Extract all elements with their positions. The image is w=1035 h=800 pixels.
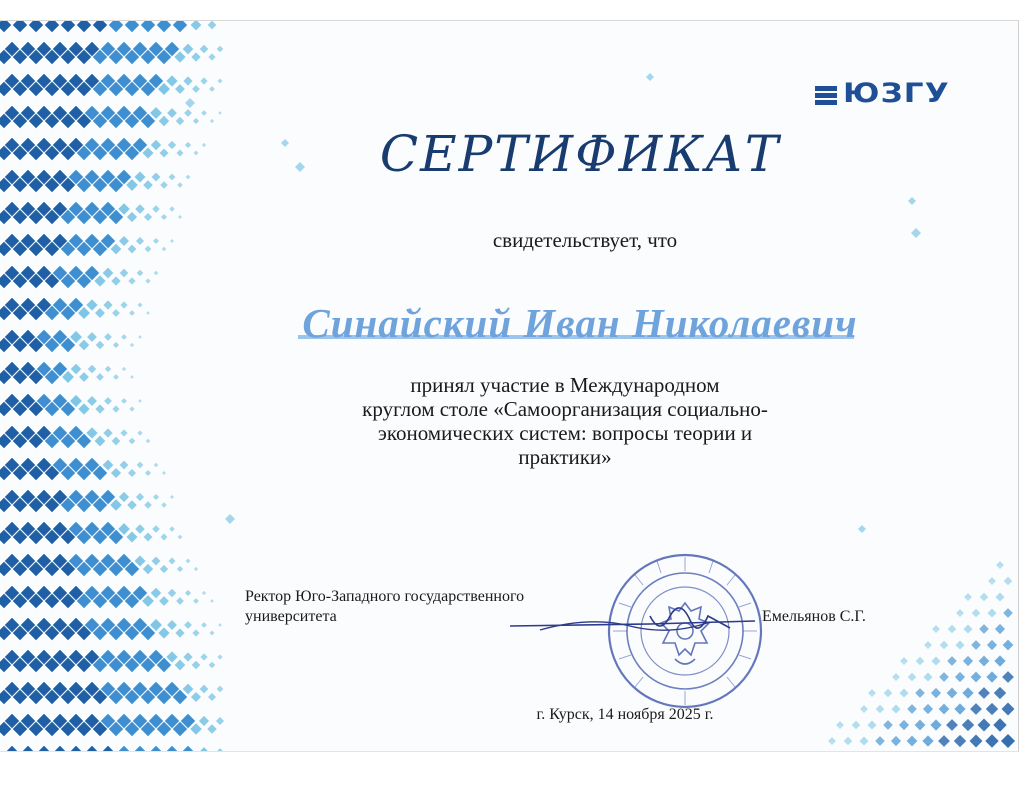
pattern-diamond — [120, 429, 127, 436]
pattern-diamond — [202, 591, 206, 595]
pattern-diamond — [198, 747, 210, 751]
pattern-diamond — [948, 625, 957, 634]
pattern-diamond — [111, 468, 121, 478]
pattern-diamond — [103, 268, 114, 279]
pattern-diamond — [962, 687, 973, 698]
pattern-diamond — [876, 705, 885, 714]
pattern-diamond — [78, 403, 89, 414]
pattern-diamond — [145, 278, 150, 283]
pattern-diamond — [218, 111, 222, 115]
pattern-diamond — [200, 77, 207, 84]
pattern-diamond — [193, 118, 199, 124]
pattern-diamond — [994, 655, 1005, 666]
pattern-diamond — [891, 736, 901, 746]
pattern-diamond — [77, 21, 91, 32]
pattern-diamond — [940, 641, 949, 650]
pattern-diamond — [193, 598, 199, 604]
pattern-diamond — [908, 673, 917, 682]
pattern-diamond — [126, 179, 138, 191]
pattern-diamond — [170, 239, 174, 243]
pattern-diamond — [151, 140, 161, 150]
pattern-diamond — [143, 564, 153, 574]
pattern-diamond — [183, 684, 194, 695]
pattern-diamond — [154, 271, 159, 276]
pattern-diamond — [995, 592, 1004, 601]
pattern-diamond — [215, 748, 225, 751]
pattern-diamond — [939, 704, 950, 715]
pattern-diamond — [168, 141, 176, 149]
pattern-diamond — [167, 620, 177, 630]
pattern-diamond — [69, 746, 83, 751]
pattern-diamond — [112, 437, 121, 446]
pattern-diamond — [127, 212, 137, 222]
pattern-diamond — [911, 228, 921, 238]
pattern-diamond — [892, 673, 900, 681]
pattern-diamond — [96, 373, 104, 381]
place-date: г. Курск, 14 ноября 2025 г. — [536, 706, 714, 723]
pattern-diamond — [907, 704, 917, 714]
pattern-diamond — [867, 720, 876, 729]
pattern-diamond — [183, 44, 194, 55]
pattern-diamond — [95, 436, 106, 447]
pattern-diamond — [996, 561, 1004, 569]
pattern-diamond — [175, 660, 186, 671]
pattern-diamond — [111, 276, 120, 285]
pattern-diamond — [955, 640, 964, 649]
pattern-diamond — [29, 21, 43, 32]
pattern-diamond — [144, 501, 151, 508]
pattern-diamond — [939, 672, 949, 682]
pattern-diamond — [963, 656, 973, 666]
pattern-diamond — [970, 703, 982, 715]
pattern-diamond — [883, 720, 893, 730]
pattern-diamond — [79, 340, 89, 350]
pattern-diamond — [190, 723, 202, 735]
pattern-diamond — [899, 720, 909, 730]
pattern-diamond — [137, 302, 142, 307]
pattern-diamond — [995, 624, 1005, 634]
pattern-diamond — [947, 656, 957, 666]
pattern-diamond — [208, 21, 217, 29]
pattern-diamond — [987, 640, 997, 650]
pattern-diamond — [165, 746, 179, 751]
pattern-diamond — [95, 308, 105, 318]
pattern-diamond — [94, 275, 105, 286]
pattern-diamond — [923, 672, 932, 681]
pattern-diamond — [159, 596, 169, 606]
pattern-diamond — [135, 524, 145, 534]
pattern-diamond — [85, 746, 99, 751]
pattern-diamond — [144, 533, 153, 542]
pattern-diamond — [121, 334, 127, 340]
pattern-diamond — [852, 721, 861, 730]
pattern-diamond — [217, 46, 224, 53]
pattern-diamond — [61, 21, 75, 32]
pattern-diamond — [96, 341, 104, 349]
pattern-diamond — [186, 559, 191, 564]
pattern-diamond — [177, 150, 184, 157]
certificate-title: СЕРТИФИКАТ — [379, 125, 781, 183]
pattern-diamond — [113, 374, 119, 380]
pattern-diamond — [71, 364, 81, 374]
pattern-diamond — [169, 206, 174, 211]
pattern-diamond — [875, 736, 885, 746]
body-line: круглом столе «Самоорганизация социально- — [362, 397, 768, 421]
rector-title-line: Ректор Юго-Западного государственного — [245, 588, 525, 605]
pattern-diamond — [109, 21, 123, 32]
body-line: принял участие в Международном — [410, 373, 720, 397]
pattern-diamond — [70, 395, 82, 407]
pattern-diamond — [986, 703, 998, 715]
pattern-diamond — [217, 78, 222, 83]
pattern-diamond — [145, 470, 151, 476]
pattern-diamond — [152, 173, 161, 182]
pattern-diamond — [105, 366, 111, 372]
pattern-diamond — [161, 502, 166, 507]
pattern-diamond — [923, 704, 933, 714]
pattern-diamond — [1002, 703, 1015, 716]
pattern-diamond — [117, 746, 131, 751]
pattern-diamond — [207, 724, 216, 733]
pattern-diamond — [178, 535, 183, 540]
pattern-diamond — [646, 73, 654, 81]
pattern-diamond — [175, 628, 184, 637]
pattern-diamond — [130, 375, 134, 379]
pattern-diamond — [142, 595, 154, 607]
pattern-diamond — [160, 181, 168, 189]
pattern-diamond — [120, 269, 129, 278]
pattern-diamond — [181, 746, 195, 751]
pattern-diamond — [128, 277, 135, 284]
pattern-diamond — [183, 652, 192, 661]
pattern-diamond — [167, 108, 177, 118]
pattern-diamond — [971, 672, 982, 683]
pattern-diamond — [125, 21, 139, 32]
pattern-diamond — [78, 307, 90, 319]
pattern-diamond — [194, 567, 198, 571]
pattern-diamond — [1003, 608, 1013, 618]
pattern-diamond — [184, 621, 192, 629]
pattern-diamond — [194, 151, 199, 156]
recipient-name: Синайский Иван Николаевич — [302, 300, 858, 346]
pattern-diamond — [138, 399, 142, 403]
pattern-diamond — [868, 689, 876, 697]
pattern-diamond — [146, 439, 151, 444]
pattern-diamond — [168, 589, 176, 597]
pattern-diamond — [121, 398, 127, 404]
pattern-diamond — [86, 427, 97, 438]
pattern-diamond — [947, 688, 958, 699]
pattern-diamond — [900, 657, 908, 665]
pattern-diamond — [192, 629, 199, 636]
pattern-diamond — [979, 624, 989, 634]
pattern-diamond — [980, 593, 989, 602]
pattern-diamond — [170, 495, 174, 499]
body-line: экономических систем: вопросы теории и — [377, 421, 753, 445]
pattern-diamond — [200, 653, 207, 660]
pattern-diamond — [154, 463, 159, 468]
pattern-diamond — [946, 719, 958, 731]
pattern-diamond — [924, 641, 932, 649]
pattern-diamond — [184, 109, 192, 117]
pattern-diamond — [200, 685, 209, 694]
pattern-diamond — [217, 686, 224, 693]
pattern-diamond — [150, 619, 162, 631]
pattern-diamond — [93, 21, 107, 32]
pattern-diamond — [216, 717, 224, 725]
pattern-diamond — [45, 21, 59, 32]
pattern-diamond — [127, 500, 137, 510]
pattern-diamond — [145, 246, 152, 253]
pattern-diamond — [95, 404, 104, 413]
pattern-diamond — [191, 692, 201, 702]
pattern-diamond — [993, 718, 1006, 731]
pattern-diamond — [174, 51, 185, 62]
pattern-diamond — [158, 627, 169, 638]
pattern-diamond — [152, 525, 160, 533]
pattern-diamond — [199, 716, 209, 726]
body-line: практики» — [518, 445, 612, 469]
pattern-diamond — [129, 310, 135, 316]
pattern-diamond — [128, 245, 137, 254]
pattern-diamond — [151, 556, 160, 565]
pattern-diamond — [152, 205, 159, 212]
pattern-diamond — [150, 107, 162, 119]
pattern-diamond — [103, 428, 112, 437]
pattern-diamond — [101, 746, 115, 751]
pattern-diamond — [122, 367, 126, 371]
pattern-diamond — [120, 301, 127, 308]
pattern-diamond — [103, 300, 112, 309]
pattern-diamond — [162, 247, 167, 252]
pattern-diamond — [79, 372, 89, 382]
pattern-diamond — [954, 703, 965, 714]
pattern-diamond — [964, 593, 972, 601]
certificate-body — [340, 373, 790, 469]
pattern-diamond — [176, 117, 184, 125]
pattern-diamond — [177, 182, 182, 187]
pattern-diamond — [183, 76, 192, 85]
pattern-diamond — [201, 622, 207, 628]
pattern-diamond — [142, 147, 153, 158]
pattern-diamond — [836, 721, 844, 729]
pattern-diamond — [120, 461, 129, 470]
pattern-diamond — [149, 746, 163, 751]
pattern-diamond — [153, 494, 159, 500]
pattern-diamond — [161, 214, 167, 220]
pattern-diamond — [915, 688, 925, 698]
pattern-diamond — [159, 116, 169, 126]
pattern-diamond — [138, 335, 142, 339]
pattern-diamond — [157, 21, 171, 32]
pattern-diamond — [186, 175, 191, 180]
pattern-diamond — [144, 213, 152, 221]
rector-title — [245, 587, 565, 627]
pattern-diamond — [891, 704, 900, 713]
pattern-diamond — [112, 405, 119, 412]
pattern-diamond — [86, 299, 97, 310]
pattern-diamond — [137, 430, 142, 435]
pattern-diamond — [931, 688, 941, 698]
pattern-diamond — [104, 397, 112, 405]
pattern-diamond — [955, 672, 965, 682]
pattern-diamond — [209, 86, 215, 92]
pattern-diamond — [62, 371, 74, 383]
pattern-diamond — [191, 21, 202, 30]
pattern-diamond — [860, 705, 868, 713]
pattern-diamond — [103, 460, 114, 471]
pattern-diamond — [915, 720, 926, 731]
pattern-diamond — [884, 689, 893, 698]
pattern-diamond — [209, 630, 214, 635]
pattern-diamond — [110, 499, 122, 511]
pattern-diamond — [200, 45, 209, 54]
pattern-diamond — [962, 719, 974, 731]
pattern-diamond — [954, 735, 966, 747]
pattern-diamond — [113, 342, 119, 348]
pattern-diamond — [151, 588, 161, 598]
pattern-diamond — [135, 172, 146, 183]
pattern-diamond — [162, 471, 166, 475]
pattern-diamond — [979, 656, 990, 667]
pattern-diamond — [218, 623, 222, 627]
pattern-diamond — [987, 608, 996, 617]
pattern-diamond — [930, 719, 941, 730]
pattern-diamond — [963, 624, 972, 633]
pattern-diamond — [192, 85, 200, 93]
pattern-diamond — [137, 270, 144, 277]
pattern-diamond — [858, 525, 866, 533]
pattern-diamond — [176, 597, 184, 605]
pattern-diamond — [988, 577, 996, 585]
pattern-diamond — [160, 149, 169, 158]
pattern-diamond — [994, 687, 1006, 699]
pattern-diamond — [136, 493, 144, 501]
pattern-diamond — [5, 746, 19, 751]
pattern-diamond — [169, 558, 176, 565]
pattern-diamond — [201, 110, 207, 116]
pattern-diamond — [908, 197, 916, 205]
pattern-diamond — [208, 693, 216, 701]
pattern-diamond — [13, 21, 27, 32]
pattern-diamond — [985, 734, 998, 747]
pattern-diamond — [932, 625, 940, 633]
pattern-diamond — [169, 174, 176, 181]
pattern-diamond — [118, 523, 130, 535]
pattern-diamond — [907, 736, 918, 747]
pattern-diamond — [1001, 734, 1015, 748]
pattern-diamond — [978, 719, 991, 732]
pattern-diamond — [158, 83, 170, 95]
pattern-diamond — [160, 565, 168, 573]
pattern-diamond — [178, 215, 182, 219]
pattern-diamond — [956, 609, 964, 617]
pattern-diamond — [141, 21, 155, 32]
pattern-diamond — [143, 180, 153, 190]
pattern-diamond — [137, 462, 144, 469]
pattern-diamond — [177, 566, 183, 572]
pattern-diamond — [87, 396, 97, 406]
pattern-diamond — [111, 244, 122, 255]
pattern-diamond — [931, 656, 940, 665]
pattern-diamond — [217, 654, 222, 659]
pattern-diamond — [104, 333, 112, 341]
pattern-diamond — [88, 365, 96, 373]
university-logo-text: ЮЗГУ — [843, 78, 950, 109]
pattern-diamond — [128, 469, 136, 477]
pattern-diamond — [938, 735, 950, 747]
pattern-diamond — [185, 590, 191, 596]
pattern-diamond — [210, 599, 214, 603]
pattern-diamond — [119, 236, 129, 246]
pattern-diamond — [70, 331, 82, 343]
pattern-diamond — [21, 746, 35, 751]
certificate-sheet — [0, 20, 1019, 752]
pattern-diamond — [191, 52, 200, 61]
pattern-diamond — [129, 438, 136, 445]
certificate-intro: свидетельствует, что — [492, 228, 678, 252]
pattern-diamond — [134, 555, 145, 566]
pattern-diamond — [127, 532, 138, 543]
pattern-diamond — [0, 21, 11, 32]
pattern-diamond — [166, 651, 177, 662]
pattern-diamond — [1002, 671, 1014, 683]
pattern-diamond — [208, 53, 215, 60]
pattern-diamond — [135, 204, 145, 214]
pattern-diamond — [185, 142, 191, 148]
pattern-diamond — [859, 736, 868, 745]
pattern-diamond — [922, 735, 933, 746]
pattern-diamond — [37, 746, 51, 751]
pattern-diamond — [119, 492, 129, 502]
pattern-diamond — [118, 203, 130, 215]
pattern-diamond — [225, 514, 235, 524]
pattern-diamond — [971, 640, 981, 650]
pattern-diamond — [136, 237, 144, 245]
rector-title-line: университета — [245, 608, 337, 625]
pattern-diamond — [153, 238, 159, 244]
pattern-diamond — [146, 311, 150, 315]
pattern-diamond — [185, 98, 195, 108]
pattern-diamond — [970, 735, 983, 748]
pattern-diamond — [161, 534, 168, 541]
pattern-diamond — [169, 526, 174, 531]
pattern-diamond — [192, 661, 201, 670]
pattern-diamond — [899, 688, 908, 697]
pattern-diamond — [828, 737, 836, 745]
signer-name: Емельянов С.Г. — [762, 608, 866, 625]
pattern-diamond — [87, 332, 97, 342]
pattern-diamond — [986, 671, 997, 682]
pattern-diamond — [209, 662, 216, 669]
pattern-diamond — [1003, 640, 1014, 651]
pattern-diamond — [112, 309, 120, 317]
pattern-diamond — [175, 84, 185, 94]
pattern-diamond — [844, 737, 853, 746]
pattern-diamond — [972, 609, 981, 618]
pattern-diamond — [978, 687, 990, 699]
pattern-diamond — [130, 343, 134, 347]
pattern-diamond — [1004, 577, 1013, 586]
pattern-diamond — [129, 406, 134, 411]
pattern-diamond — [133, 746, 147, 751]
pattern-diamond — [53, 746, 67, 751]
pattern-diamond — [173, 21, 187, 32]
pattern-diamond — [916, 657, 925, 666]
pattern-diamond — [166, 75, 177, 86]
